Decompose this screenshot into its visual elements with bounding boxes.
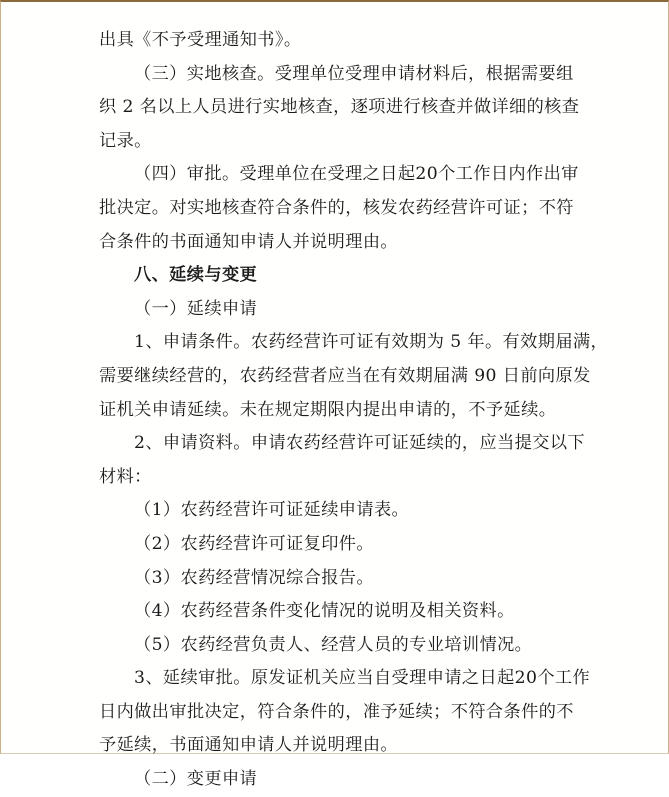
- document-body: [99, 24, 609, 797]
- list-item: （2）农药经营许可证复印件。: [134, 533, 374, 554]
- text-line: 日内做出审批决定，符合条件的，准予延续；不符合条件的不: [99, 701, 574, 722]
- text-line: 1、申请条件。农药经营许可证有效期为 5 年。有效期届满，: [134, 332, 609, 353]
- list-item: （5）农药经营负责人、经营人员的专业培训情况。: [134, 634, 533, 655]
- text-line: 证机关申请延续。未在规定期限内提出申请的，不予延续。: [99, 399, 557, 420]
- text-line: 予延续，书面通知申请人并说明理由。: [99, 735, 398, 756]
- text-line: 织 2 名以上人员进行实地核查，逐项进行核查并做详细的核查: [99, 97, 580, 118]
- text-line: （三）实地核查。受理单位受理申请材料后，根据需要组: [134, 63, 574, 84]
- text-line: 需要继续经营的，农药经营者应当在有效期届满 90 日前向原发: [99, 365, 591, 386]
- text-line: 出具《不予受理通知书》。: [99, 30, 302, 50]
- text-line: 3、延续审批。原发证机关应当自受理申请之日起20个工作: [134, 668, 591, 689]
- text-line: 批决定。对实地核查符合条件的，核发农药经营许可证；不符: [99, 197, 574, 218]
- text-line: 材料：: [99, 466, 152, 487]
- text-line: 记录。: [99, 130, 152, 151]
- subsection-heading: （一）延续申请: [134, 298, 258, 319]
- text-line: 2、申请资料。申请农药经营许可证延续的，应当提交以下: [134, 433, 586, 454]
- text-line: 合条件的书面通知申请人并说明理由。: [99, 231, 398, 252]
- text-line: （四）审批。受理单位在受理之日起20个工作日内作出审: [134, 164, 579, 185]
- subsection-heading: （二）变更申请: [134, 769, 258, 790]
- list-item: （4）农药经营条件变化情况的说明及相关资料。: [134, 601, 515, 622]
- list-item: （1）农药经营许可证延续申请表。: [134, 500, 410, 521]
- list-item: （3）农药经营情况综合报告。: [134, 567, 374, 588]
- section-heading: 八、延续与变更: [134, 265, 258, 286]
